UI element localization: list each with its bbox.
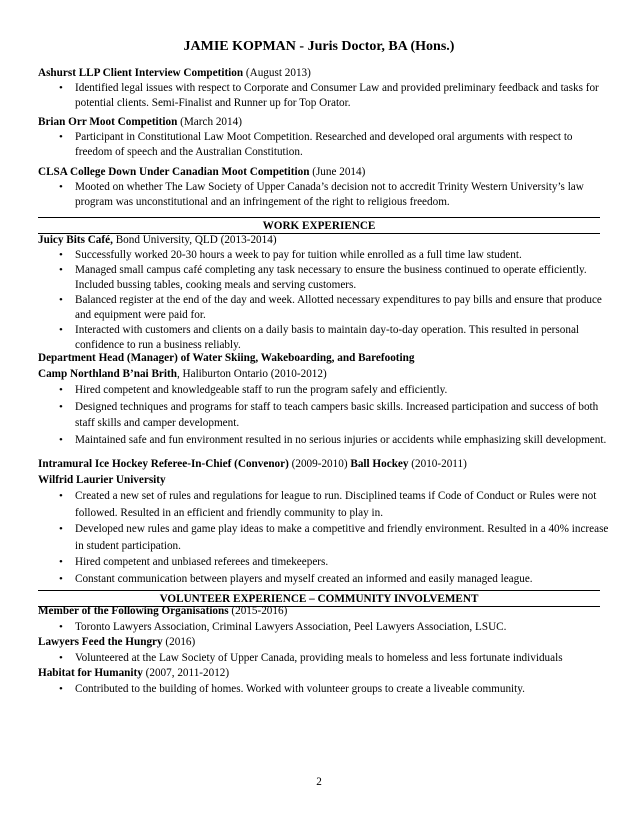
- competition-name: CLSA College Down Under Canadian Moot Competition: [38, 166, 310, 178]
- bullet-line: • Created a new set of rules and regulations for league to run. Disciplined teams if Code of Conduct or Rules were not: [75, 490, 597, 502]
- list-item: [38, 432, 607, 449]
- competition-name: Ashurst LLP Client Interview Competition: [38, 67, 244, 79]
- employer-detail: Bond University, QLD (2013-2014): [112, 234, 277, 246]
- bullet-line: • Volunteered at the Law Society of Upper Canada, providing meals to homeless and less fortunate individuals: [75, 651, 563, 664]
- list-item: [38, 323, 600, 353]
- list-item: [38, 248, 600, 263]
- list-item: [38, 571, 600, 588]
- employer-name: Juicy Bits Café,: [38, 234, 113, 246]
- list-item: [38, 620, 600, 636]
- bullet-line: followed. Resulted in an efficient and friendly community to play in.: [75, 506, 384, 519]
- job-juicy-bits: [38, 233, 600, 353]
- bullet-line: potential clients. Semi-Finalist and Runner up for Top Orator.: [75, 97, 351, 109]
- job-role: Intramural Ice Hockey Referee-In-Chief (Convenor): [38, 458, 289, 470]
- list-item: [38, 651, 600, 667]
- bullet-line: • Mooted on whether The Law Society of Upper Canada’s decision not to accredit Trinity Western University’s law: [75, 181, 584, 193]
- list-item: [38, 382, 600, 399]
- competition-ashurst: [38, 66, 600, 111]
- volunteer-org: Lawyers Feed the Hungry: [38, 636, 163, 648]
- list-item: [38, 81, 600, 111]
- employer-detail: , Haliburton Ontario (2010-2012): [176, 368, 327, 380]
- page-title: JAMIE KOPMAN - Juris Doctor, BA (Hons.): [183, 39, 455, 54]
- bullet-line: • Balanced register at the end of the day and week. Allotted necessary expenditures to pay bills and ensure that produce: [75, 294, 602, 306]
- bullet-line: in student participation.: [75, 539, 181, 552]
- bullet-line: staff skills and camper development.: [75, 417, 240, 429]
- volunteer-date: (2016): [162, 636, 196, 648]
- list-item: [38, 263, 600, 293]
- list-item: [38, 293, 600, 323]
- section-heading-work: WORK EXPERIENCE: [38, 217, 600, 234]
- list-item: [38, 130, 600, 160]
- bullet-line: • Interacted with customers and clients on a daily basis to maintain day-to-day operation. This resulted in personal: [75, 324, 580, 336]
- bullet-line: • Designed techniques and programs for staff to teach campers basic skills. Increased participation and success of both: [75, 400, 599, 413]
- list-item: [38, 180, 600, 210]
- competition-clsa: [38, 165, 600, 210]
- job-role-2: Ball Hockey: [350, 458, 409, 470]
- bullet-line: • Hired competent and unbiased referees and timekeepers.: [75, 556, 329, 568]
- list-item: [38, 554, 600, 571]
- job-camp-northland: [38, 350, 607, 448]
- employer-name: Wilfrid Laurier University: [38, 474, 166, 486]
- job-role: Department Head (Manager) of Water Skiing, Wakeboarding, and Barefooting: [38, 352, 415, 364]
- bullet-line: • Toronto Lawyers Association, Criminal Lawyers Association, Peel Lawyers Association, LSUC.: [75, 620, 507, 633]
- bullet-line: • Participant in Constitutional Law Moot Competition. Researched and developed oral arguments with respect to: [75, 131, 573, 143]
- volunteer-date: (2007, 2011-2012): [142, 667, 230, 679]
- competition-date: (August 2013): [245, 67, 311, 79]
- bullet-line: and equipment were paid for.: [75, 309, 206, 321]
- volunteer-org: Habitat for Humanity: [38, 667, 143, 679]
- bullet-line: Included bussing tables, cooking meals and serving customers.: [75, 279, 357, 291]
- volunteer-date: (2015-2016): [228, 605, 288, 617]
- list-item: [38, 521, 609, 554]
- bullet-line: • Managed small campus café completing any task necessary to ensure the business continued to operate efficiently.: [75, 264, 587, 276]
- volunteer-list: [38, 604, 600, 697]
- bullet-line: • Constant communication between players and myself created an informed and easily managed league.: [75, 572, 533, 585]
- list-item: [38, 399, 600, 432]
- bullet-line: • Successfully worked 20-30 hours a week to pay for tuition while enrolled as a full time law student.: [75, 249, 522, 261]
- bullet-line: freedom of speech and the Australian Constitution.: [75, 146, 303, 158]
- bullet-line: • Identified legal issues with respect to Corporate and Consumer Law and provided preliminary feedback and tasks for: [75, 82, 599, 94]
- section-heading-volunteer: VOLUNTEER EXPERIENCE – COMMUNITY INVOLVEMENT: [38, 590, 600, 607]
- job-role-date: (2009-2010): [288, 458, 351, 470]
- competition-brian-orr: [38, 115, 600, 160]
- bullet-line: confidence to run a business reliably.: [75, 339, 241, 351]
- bullet-line: • Contributed to the building of homes. Worked with volunteer groups to create a liveable community.: [75, 682, 525, 695]
- employer-name: Camp Northland B’nai Brith: [38, 368, 177, 380]
- bullet-line: program was unconstitutional and an infringement of the right to religious freedom.: [75, 196, 450, 208]
- list-item: [38, 682, 600, 698]
- bullet-line: • Hired competent and knowledgeable staff to run the program safely and efficiently.: [75, 384, 448, 396]
- list-item: [38, 488, 600, 521]
- bullet-line: • Maintained safe and fun environment resulted in no serious injuries or accidents while emphasizing skill development.: [75, 433, 607, 446]
- bullet-line: • Developed new rules and game play ideas to make a competitive and friendly environment. Resulted in a 40% increase: [75, 523, 609, 535]
- competition-date: (March 2014): [180, 116, 242, 128]
- volunteer-org: Member of the Following Organisations: [38, 605, 229, 617]
- job-hockey: [38, 456, 609, 587]
- job-role-2-date: (2010-2011): [408, 458, 467, 470]
- competition-name: Brian Orr Moot Competition: [38, 116, 178, 128]
- page-number: 2: [316, 776, 322, 788]
- competition-date: (June 2014): [312, 166, 366, 178]
